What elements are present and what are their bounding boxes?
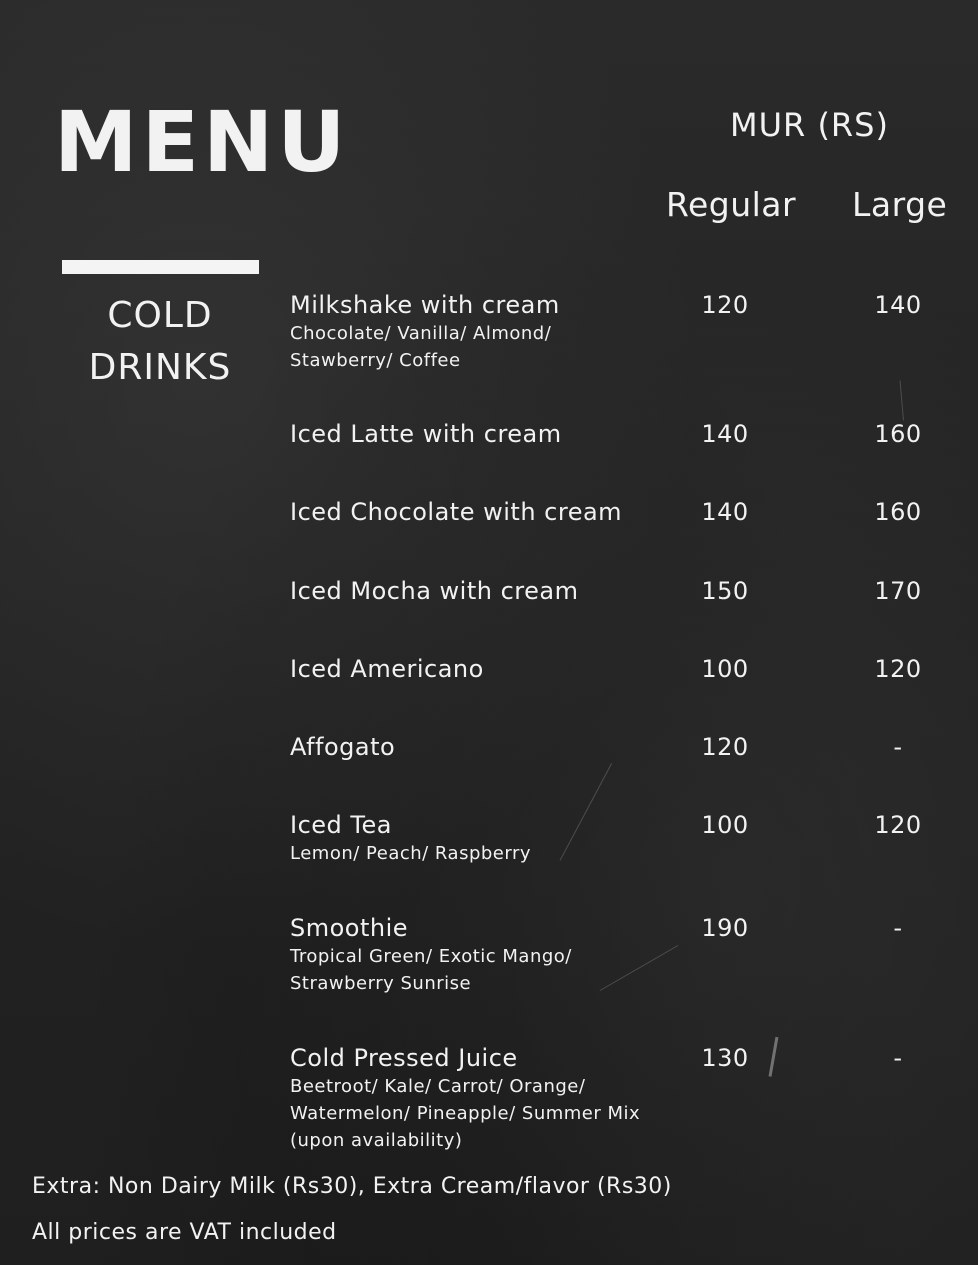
item-name: Affogato xyxy=(290,733,396,761)
price-large: 120 xyxy=(874,655,922,683)
price-regular: 190 xyxy=(701,914,749,942)
column-header-regular: Regular xyxy=(666,185,797,224)
price-regular: 130 xyxy=(701,1044,749,1072)
vat-note: All prices are VAT included xyxy=(32,1220,337,1245)
price-regular: 140 xyxy=(701,498,749,526)
item-name: Iced Latte with cream xyxy=(290,420,562,448)
section-title xyxy=(60,290,260,394)
price-large: 170 xyxy=(874,577,922,605)
item-name: Iced Americano xyxy=(290,655,484,683)
title-underline xyxy=(62,260,259,274)
price-large: 160 xyxy=(874,498,922,526)
menu-item-iced-americano xyxy=(290,654,950,684)
item-name: Iced Tea xyxy=(290,811,392,839)
price-large: 160 xyxy=(874,420,922,448)
item-name: Cold Pressed Juice xyxy=(290,1044,518,1072)
item-description: Watermelon/ Pineapple/ Summer Mix xyxy=(290,1103,641,1124)
price-large: 140 xyxy=(874,291,922,319)
item-description: Strawberry Sunrise xyxy=(290,973,472,994)
menu-item-smoothie xyxy=(290,913,950,997)
menu-item-iced-mocha xyxy=(290,576,950,606)
price-regular: 140 xyxy=(701,420,749,448)
menu-item-milkshake xyxy=(290,290,950,374)
menu-item-iced-chocolate xyxy=(290,497,950,527)
price-large: - xyxy=(893,1044,903,1072)
price-regular: 120 xyxy=(701,291,749,319)
extras-note: Extra: Non Dairy Milk (Rs30), Extra Cream/flavor (Rs30) xyxy=(32,1174,672,1199)
item-name: Smoothie xyxy=(290,914,409,942)
item-description: Stawberry/ Coffee xyxy=(290,350,461,371)
section-title-line-1: COLD xyxy=(107,295,213,336)
price-regular: 100 xyxy=(701,811,749,839)
section-title-line-2: DRINKS xyxy=(88,347,232,388)
item-description: Tropical Green/ Exotic Mango/ xyxy=(290,946,572,967)
menu-title: MENU xyxy=(54,93,350,191)
menu-item-iced-tea xyxy=(290,810,950,867)
price-regular: 120 xyxy=(701,733,749,761)
price-large: - xyxy=(893,914,903,942)
price-large: - xyxy=(893,733,903,761)
item-name: Iced Mocha with cream xyxy=(290,577,579,605)
item-description: Lemon/ Peach/ Raspberry xyxy=(290,843,532,864)
item-description: (upon availability) xyxy=(290,1130,463,1151)
price-regular: 150 xyxy=(701,577,749,605)
price-large: 120 xyxy=(874,811,922,839)
price-regular: 100 xyxy=(701,655,749,683)
item-description: Chocolate/ Vanilla/ Almond/ xyxy=(290,323,552,344)
menu-item-affogato xyxy=(290,732,950,762)
item-name: Iced Chocolate with cream xyxy=(290,498,623,526)
column-header-large: Large xyxy=(852,185,948,224)
menu-item-iced-latte xyxy=(290,419,950,449)
item-name: Milkshake with cream xyxy=(290,291,560,319)
item-description: Beetroot/ Kale/ Carrot/ Orange/ xyxy=(290,1076,586,1097)
menu-item-cold-pressed-juice xyxy=(290,1043,950,1154)
chalk-scratch xyxy=(900,380,904,420)
currency-label: MUR (RS) xyxy=(730,106,889,144)
